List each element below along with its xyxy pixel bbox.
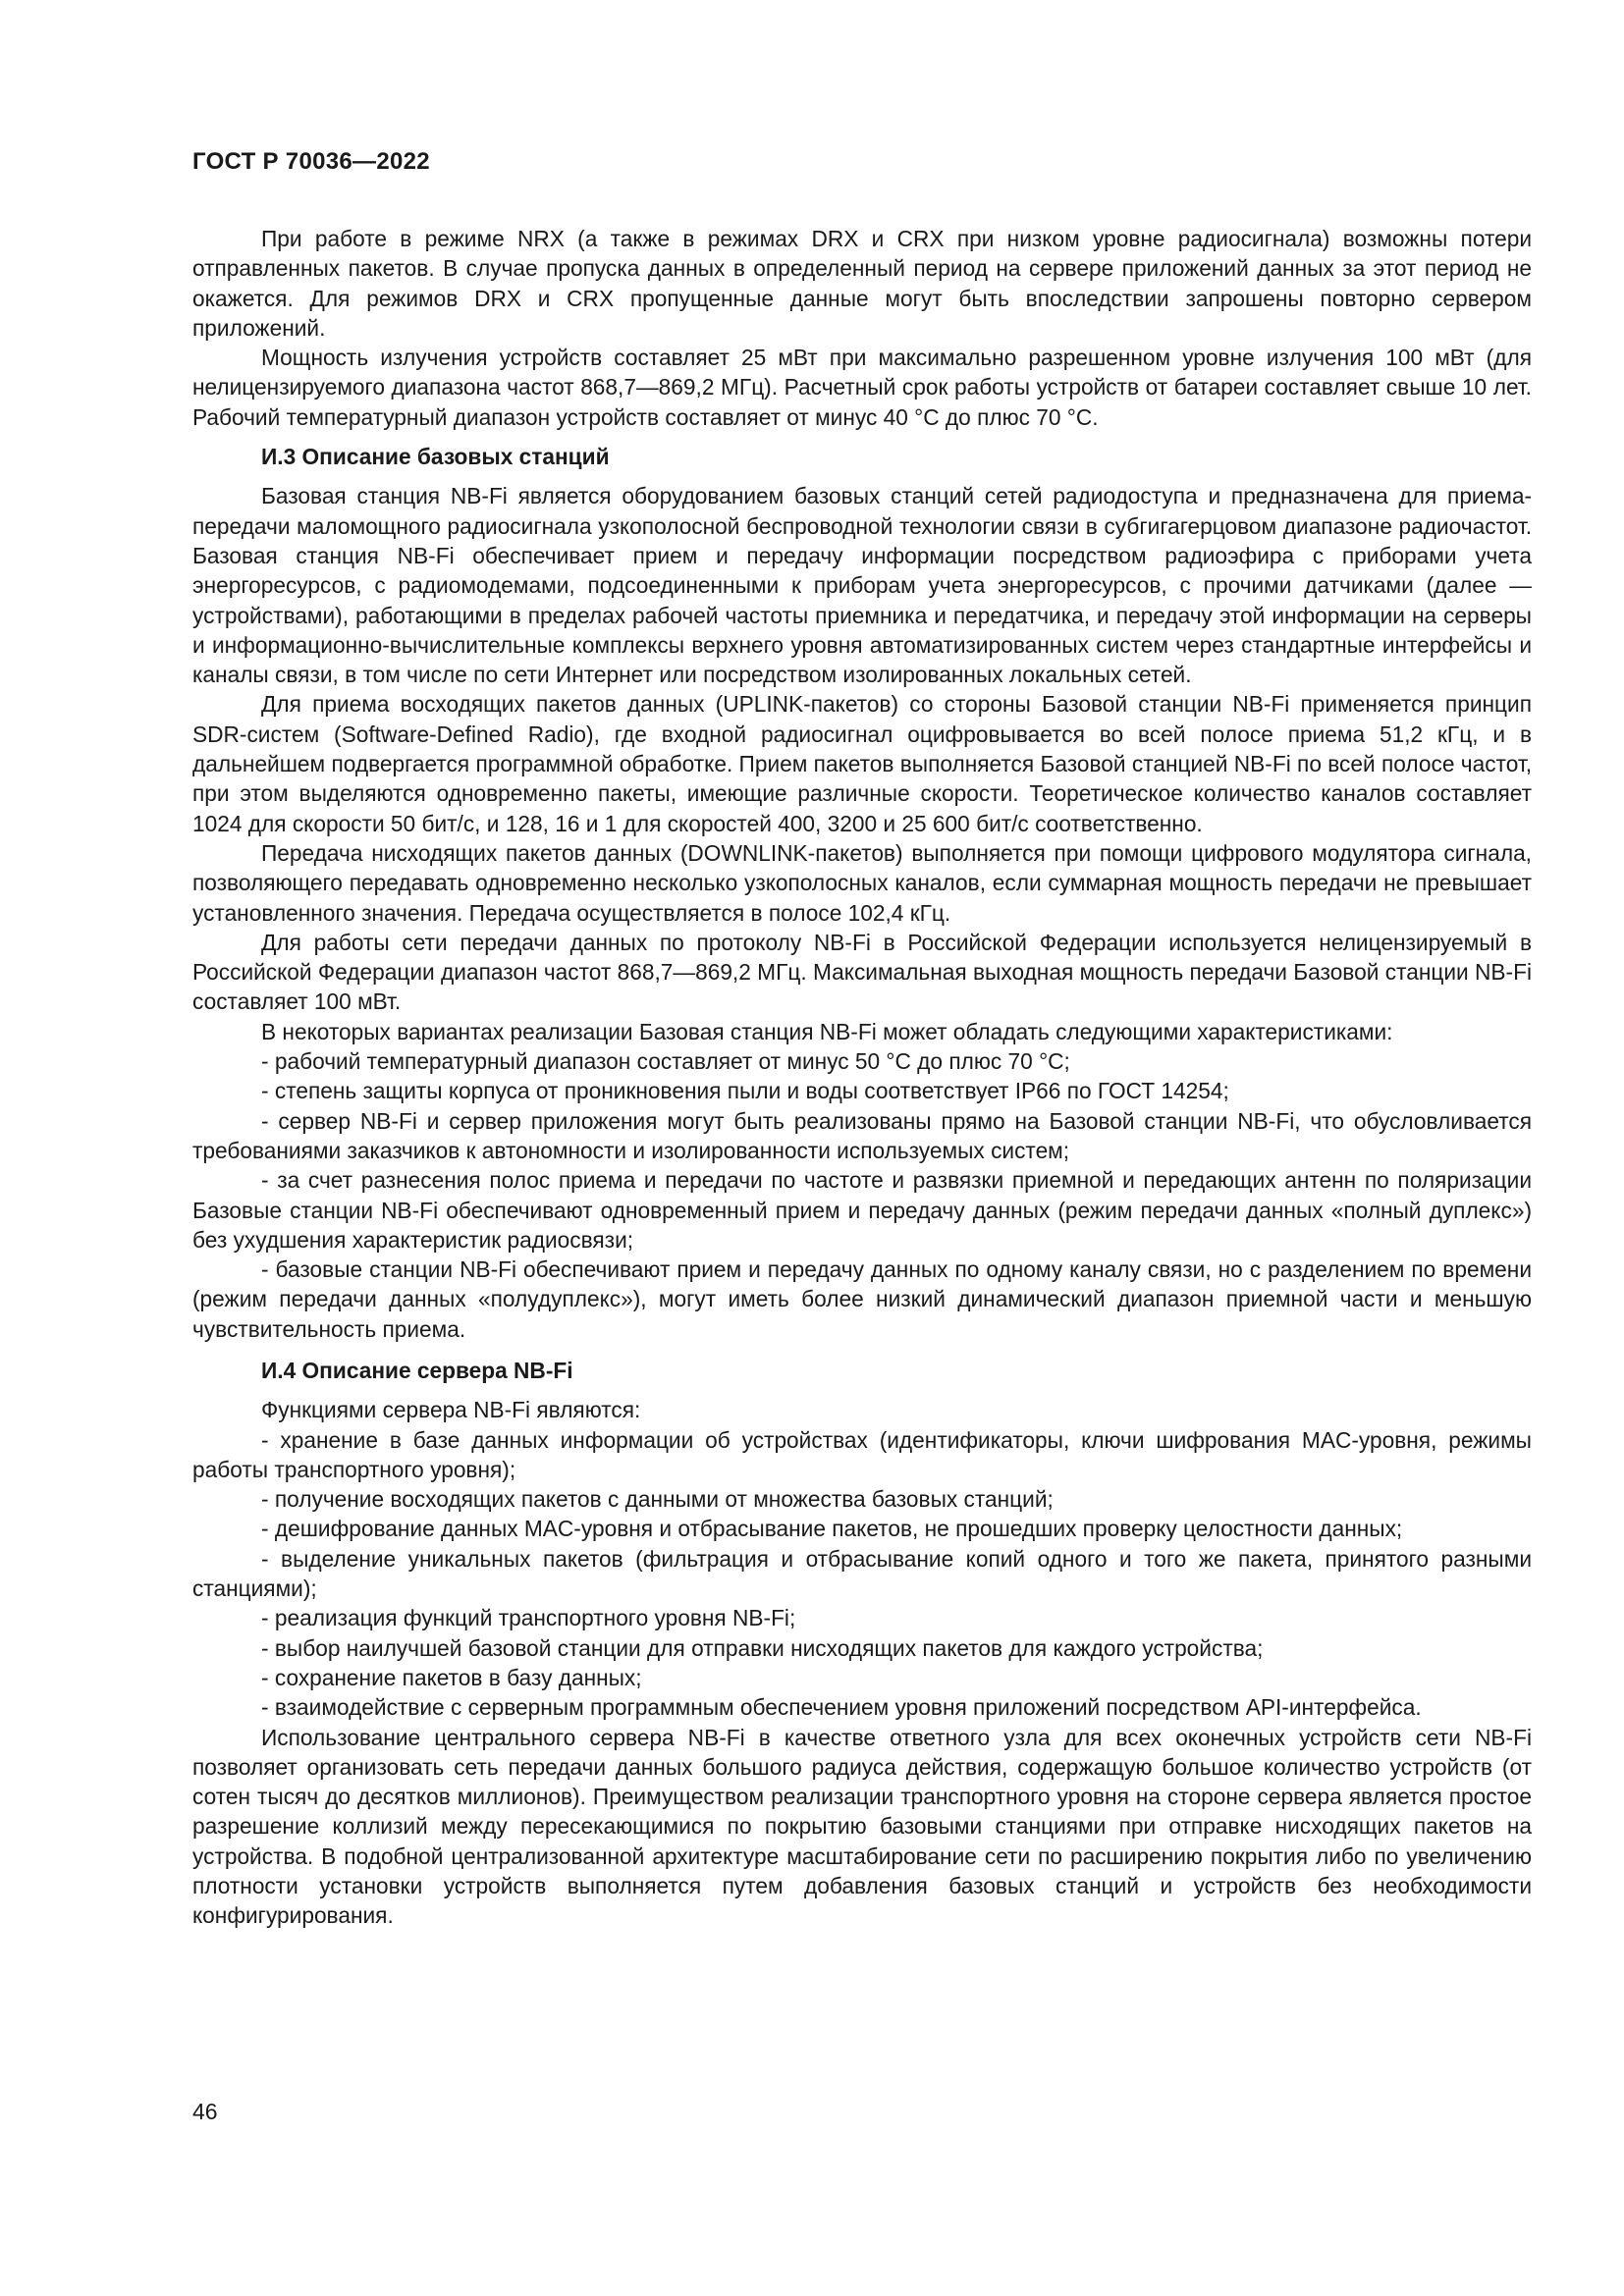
list-item: - степень защиты корпуса от проникновения пыли и воды соответствует IP66 по ГОСТ 14254; (261, 1078, 1229, 1104)
paragraph: Функциями сервера NB-Fi являются: (261, 1397, 641, 1423)
paragraph: Для приема восходящих пакетов данных (UPLINK-пакетов) со стороны Базовой станции NB-Fi применяется принцип SDR-систем (Software-Defined Radio), где входной радиосигнал оцифровывается во всей полосе приема 51,2 кГц, и в дальнейшем подвергается программной обработке. Прием пакетов выполняется Базовой станцией NB-Fi по всей полосе частот, при этом выделяются одновременно пакеты, имеющие различные скорости. Теоретическое количество каналов составляет 1024 для скорости 50 бит/с, и 128, 16 и 1 для скоростей 400, 3200 и 25 600 бит/с соответственно. (192, 691, 1532, 836)
page-number: 46 (192, 2099, 218, 2124)
document-body (192, 224, 1532, 1931)
list-item: - выбор наилучшей базовой станции для отправки нисходящих пакетов для каждого устройства; (261, 1634, 1264, 1661)
paragraph: Для работы сети передачи данных по протоколу NB-Fi в Российской Федерации используется нелицензируемый в Российской Федерации диапазон частот 868,7—869,2 МГц. Максимальная выходная мощность передачи Базовой станции NB-Fi составляет 100 мВт. (192, 929, 1532, 1015)
list-item: - сервер NB-Fi и сервер приложения могут быть реализованы прямо на Базовой станции NB-Fi, что обусловливается требованиями заказчиков к автономности и изолированности используемых систем; (192, 1107, 1532, 1163)
paragraph: В некоторых вариантах реализации Базовая станция NB-Fi может обладать следующими характеристиками: (261, 1018, 1393, 1044)
paragraph: Базовая станция NB-Fi является оборудованием базовых станций сетей радиодоступа и предназначена для приема-передачи маломощного радиосигнала узкополосной беспроводной технологии связи в субгигагерцовом диапазоне радиочастот. Базовая станция NB-Fi обеспечивает прием и передачу информации посредством радиоэфира с приборами учета энергоресурсов, с радиомодемами, подсоединенными к приборам учета энергоресурсов, с прочими датчиками (далее — устройствами), работающими в пределах рабочей частоты приемника и передатчика, и передачу этой информации на серверы и информационно-вычислительные комплексы верхнего уровня автоматизированных систем через стандартные интерфейсы и каналы связи, в том числе по сети Интернет или посредством изолированных локальных сетей. (192, 483, 1532, 688)
list-item: - базовые станции NB-Fi обеспечивают прием и передачу данных по одному каналу связи, но с разделением по времени (режим передачи данных «полудуплекс»), могут иметь более низкий динамический диапазон приемной части и меньшую чувствительность приема. (192, 1256, 1532, 1342)
list-item: - реализация функций транспортного уровня NB-Fi; (261, 1605, 796, 1631)
list-item: - выделение уникальных пакетов (фильтрация и отбрасывание копий одного и того же пакета, принятого разными станциями); (192, 1545, 1532, 1602)
section-heading-i3: И.3 Описание базовых станций (261, 444, 610, 470)
list-item: - за счет разнесения полос приема и передачи по частоте и развязки приемной и передающих антенн по поляризации Базовые станции NB-Fi обеспечивают одновременный прием и передачу данных (режим передачи данных «полный дуплекс») без ухудшения характеристик радиосвязи; (192, 1167, 1532, 1253)
standard-header: ГОСТ Р 70036—2022 (192, 148, 430, 175)
paragraph: При работе в режиме NRX (а также в режимах DRX и CRX при низком уровне радиосигнала) возможны потери отправленных пакетов. В случае пропуска данных в определенный период на сервере приложений данных за этот период не окажется. Для режимов DRX и CRX пропущенные данные могут быть впоследствии запрошены повторно сервером приложений. (192, 226, 1532, 341)
section-heading-i4: И.4 Описание сервера NB-Fi (261, 1357, 573, 1383)
list-item: - сохранение пакетов в базу данных; (261, 1664, 642, 1690)
list-item: - получение восходящих пакетов с данными от множества базовых станций; (261, 1486, 1054, 1513)
list-item: - взаимодействие с серверным программным обеспечением уровня приложений посредством API-интерфейса. (261, 1694, 1422, 1721)
paragraph: Использование центрального сервера NB-Fi в качестве ответного узла для всех оконечных устройств сети NB-Fi позволяет организовать сеть передачи данных большого радиуса действия, содержащую большое количество устройств (от сотен тысяч до десятков миллионов). Преимуществом реализации транспортного уровня на стороне сервера является простое разрешение коллизий между пересекающимися по покрытию базовыми станциями при отправке нисходящих пакетов на устройства. В подобной централизованной архитектуре масштабирование сети по расширению покрытия либо по увеличению плотности установки устройств выполняется путем добавления базовых станций и устройств без необходимости конфигурирования. (192, 1724, 1532, 1929)
list-item: - хранение в базе данных информации об устройствах (идентификаторы, ключи шифрования MAC-уровня, режимы работы транспортного уровня); (192, 1426, 1532, 1482)
list-item: - рабочий температурный диапазон составляет от минус 50 °С до плюс 70 °С; (261, 1048, 1070, 1075)
paragraph: Передача нисходящих пакетов данных (DOWNLINK-пакетов) выполняется при помощи цифрового модулятора сигнала, позволяющего передавать одновременно несколько узкополосных каналов, если суммарная мощность передачи не превышает установленного значения. Передача осуществляется в полосе 102,4 кГц. (192, 839, 1532, 926)
list-item: - дешифрование данных MAC-уровня и отбрасывание пакетов, не прошедших проверку целостности данных; (261, 1516, 1403, 1542)
paragraph: Мощность излучения устройств составляет 25 мВт при максимально разрешенном уровне излучения 100 мВт (для нелицензируемого диапазона частот 868,7—869,2 МГц). Расчетный срок работы устройств от батареи составляет свыше 10 лет. Рабочий температурный диапазон устройств составляет от минус 40 °С до плюс 70 °С. (192, 345, 1532, 430)
